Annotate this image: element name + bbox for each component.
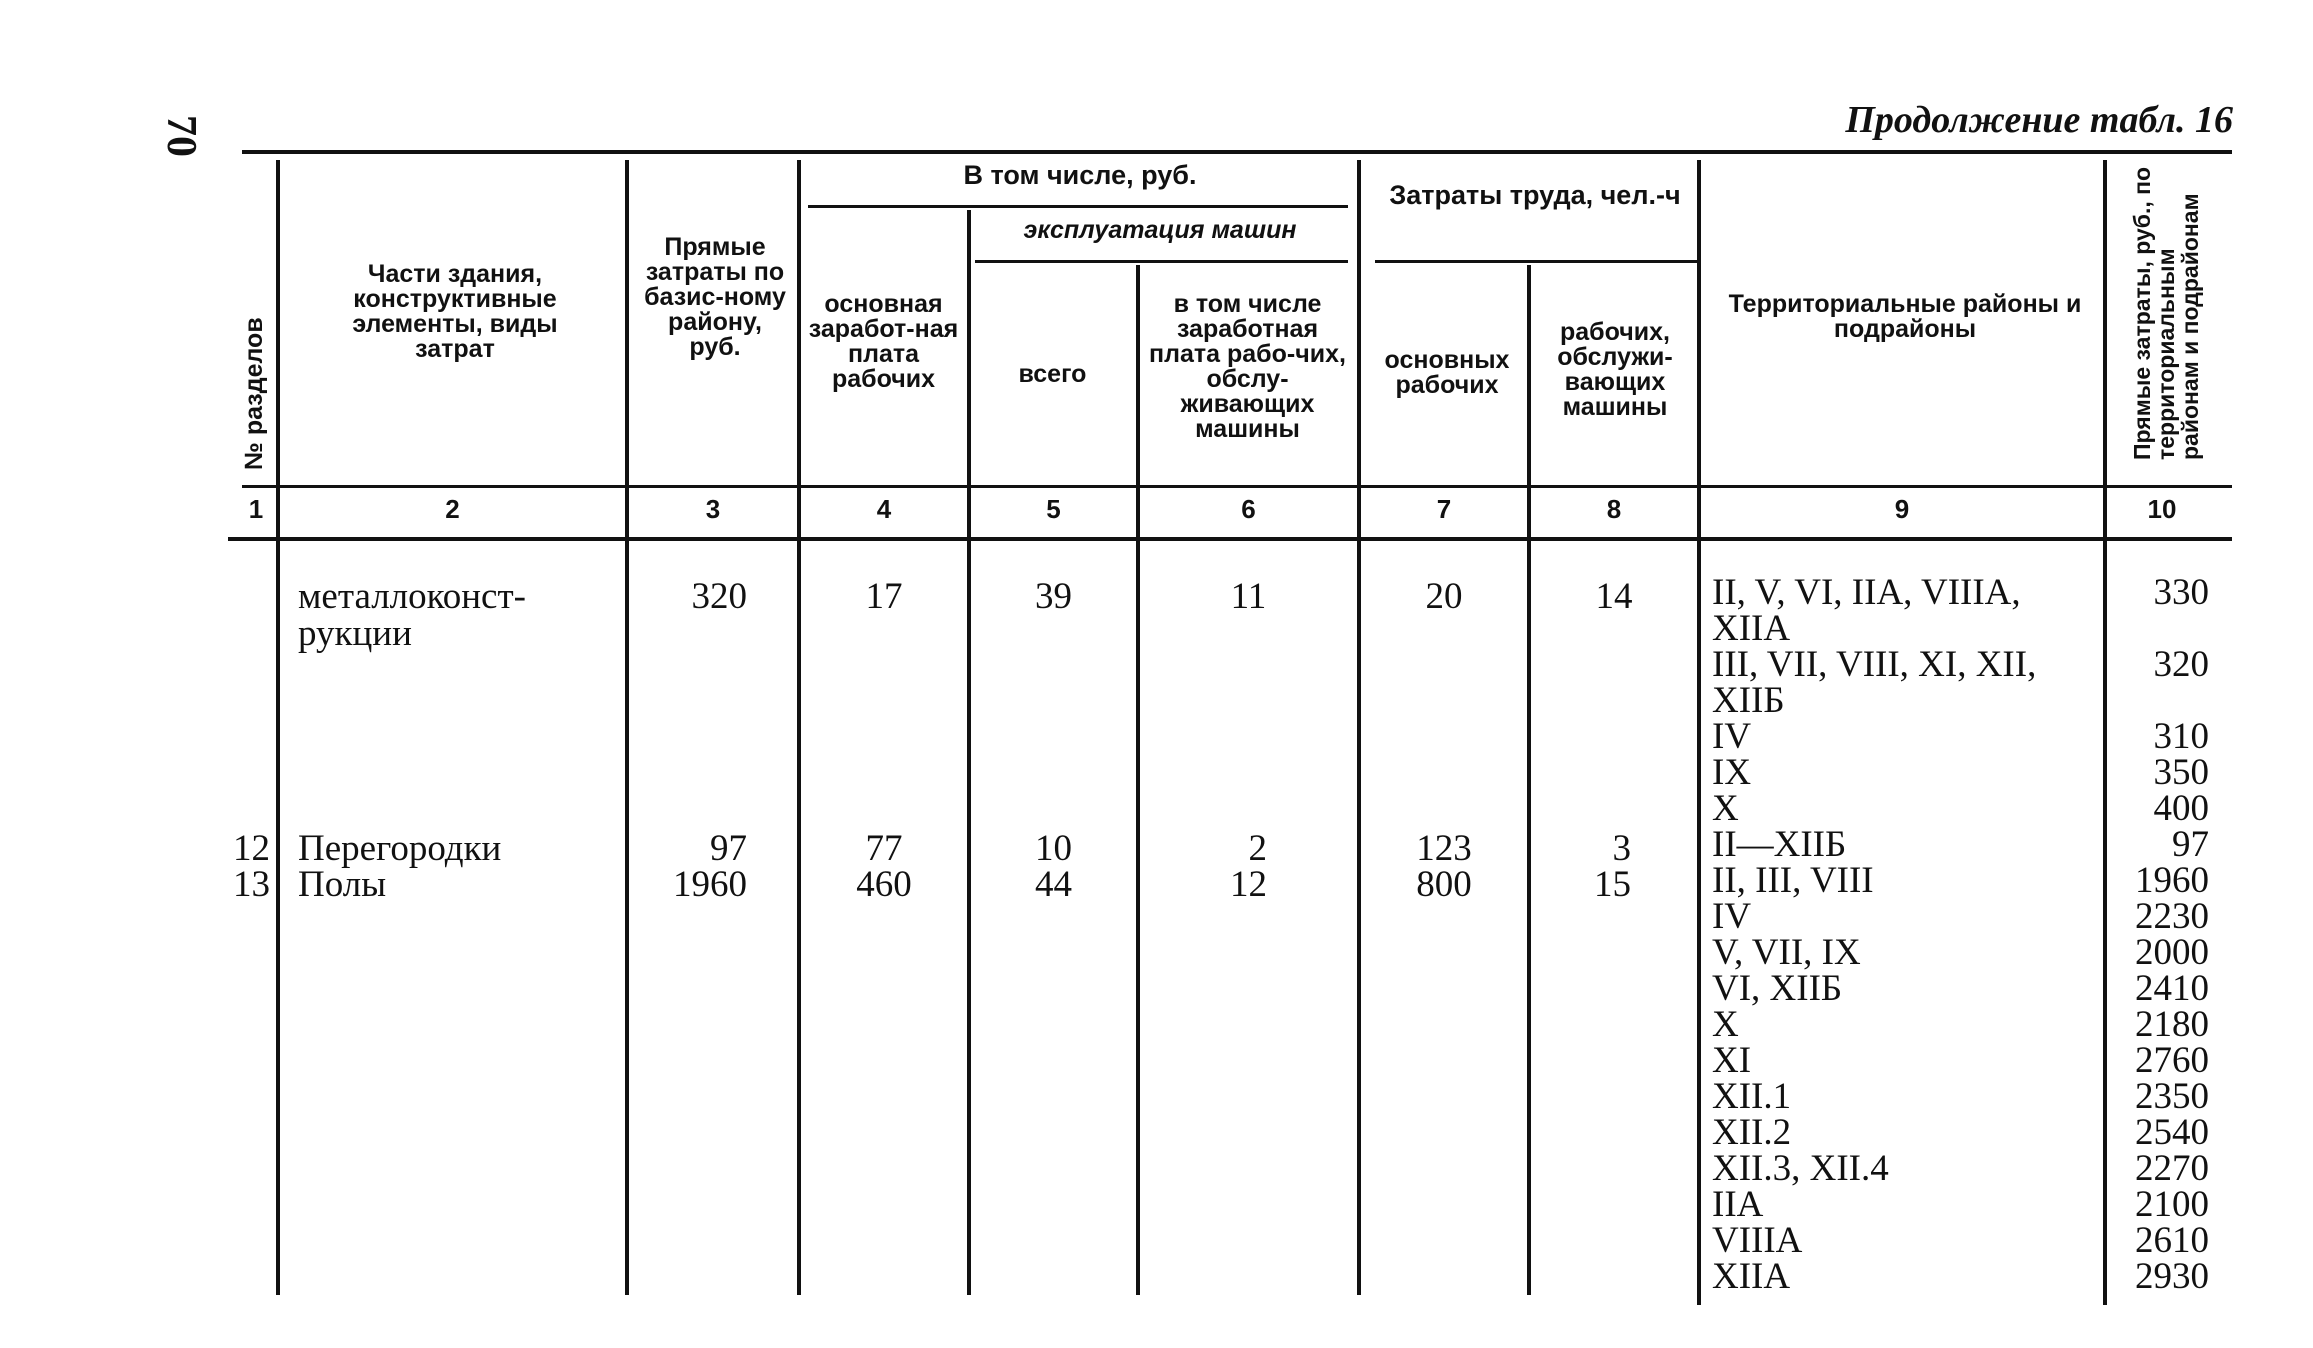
region-name: IV [1712,896,1752,937]
header-base-cost: Прямые затраты по базис-ному району, руб. [644,233,786,361]
region-cost: 2270 [2135,1148,2209,1189]
region-cost: 1960 [2135,860,2209,901]
column-number: 10 [2147,494,2177,524]
region-name: XII.1 [1712,1076,1792,1117]
region-name: IX [1712,752,1752,793]
group-machines-rule [975,260,1348,263]
region-cost: 2180 [2135,1004,2209,1045]
region-cost: 320 [2153,644,2209,685]
region-name: II—XIIБ [1712,824,1847,865]
table-row-name: металлоконст-рукции [298,576,526,654]
header-group-wages: В том числе, руб. [963,160,1197,190]
column-number: 6 [1241,494,1256,524]
column-number: 5 [1046,494,1061,524]
region-name: IV [1712,716,1752,757]
region-name: II, V, VI, IIA, VIIIA, [1712,572,2021,613]
region-cost: 400 [2153,788,2209,829]
region-name: III, VII, VIII, XI, XII, [1712,644,2037,685]
column-number: 2 [445,494,460,524]
column-number: 3 [705,494,721,524]
numbers-bottom-rule [228,537,2232,541]
header-machines-wages: в том числе заработная плата рабо-чих, обслу-живающих машины [1149,290,1346,443]
region-cost: 310 [2153,716,2209,757]
table-cell-labor-mach: 15 [1594,864,1631,905]
header-machines-total: всего [1018,360,1087,388]
region-name: IIA [1712,1184,1764,1225]
group-labor-rule [1375,260,1697,263]
column-number: 4 [876,494,892,524]
table-cell-labor-main: 800 [1416,864,1472,905]
table-cell-labor-main: 20 [1425,576,1463,617]
page-number: 70 [158,115,204,157]
region-cost: 2000 [2135,932,2209,973]
table-cell-base: 97 [710,828,747,869]
table-cell-labor-mach: 14 [1595,576,1633,617]
table-cell-base: 1960 [673,864,747,905]
region-name: X [1712,1004,1739,1045]
table-cell-wages: 77 [865,828,903,869]
table-cell-labor-mach: 3 [1612,828,1631,869]
table-cell-mach-wages: 2 [1248,828,1267,869]
col-divider-5 [1136,265,1140,1295]
header-regions: Территориальные районы и подрайоны [1728,290,2082,343]
top-rule [242,150,2232,154]
region-cost: 2930 [2135,1256,2209,1297]
region-name: X [1712,788,1739,829]
table-cell-mach-total: 44 [1035,864,1072,905]
header-wages: основная заработ-ная плата рабочих [808,290,959,393]
region-name: XIIБ [1712,680,1785,721]
table-cell-mach-wages: 11 [1230,576,1267,617]
region-cost: 350 [2153,752,2209,793]
col-divider-7 [1527,265,1531,1295]
table-cell-mach-total: 39 [1035,576,1072,617]
region-name: XIIA [1712,608,1791,649]
region-cost: 2100 [2135,1184,2209,1225]
header-building-parts: Части здания, конструктивные элементы, виды затрат [352,260,558,363]
header-group-labor: Затраты труда, чел.-ч [1389,180,1681,210]
col-divider-8 [1697,160,1701,1305]
region-cost: 2540 [2135,1112,2209,1153]
col-divider-1 [276,160,280,1295]
region-cost: 97 [2172,824,2209,865]
region-name: XII.2 [1712,1112,1792,1153]
col-divider-2 [625,160,629,1295]
group-wages-rule [808,205,1348,208]
column-number: 8 [1606,494,1622,524]
header-section-number: № разделов [240,317,268,470]
region-cost: 330 [2153,572,2209,613]
region-name: XII.3, XII.4 [1712,1148,1889,1189]
table-cell-section: 13 [233,864,270,905]
region-cost: 2350 [2135,1076,2209,1117]
column-number: 9 [1894,494,1910,524]
region-cost: 2610 [2135,1220,2209,1261]
region-name: XIIA [1712,1256,1791,1297]
header-labor-machines: рабочих, обслужи-вающих машины [1557,318,1673,421]
region-name: VI, XIIБ [1712,968,1843,1009]
table-cell-section: 12 [233,828,270,869]
table-row-name: Перегородки [298,828,502,869]
header-bottom-rule [242,485,2232,488]
region-name: XI [1712,1040,1752,1081]
col-divider-4 [967,210,971,1295]
header-group-machines: эксплуатация машин [1023,216,1297,244]
region-name: V, VII, IX [1712,932,1861,973]
region-name: VIIIA [1712,1220,1803,1261]
table-cell-base: 320 [691,576,747,617]
table-cell-wages: 17 [865,576,903,617]
table-cell-mach-wages: 12 [1230,864,1267,905]
table-caption: Продолжение табл. 16 [1845,99,2233,141]
table-cell-wages: 460 [856,864,912,905]
col-divider-3 [797,160,801,1295]
table-row-name: Полы [298,864,387,905]
header-region-cost: Прямые затраты, руб., по территориальным районам и подрайонам [2129,166,2203,460]
region-cost: 2760 [2135,1040,2209,1081]
header-labor-main: основных рабочих [1384,346,1510,399]
table-cell-mach-total: 10 [1035,828,1072,869]
region-cost: 2410 [2135,968,2209,1009]
table-cell-labor-main: 123 [1416,828,1472,869]
region-cost: 2230 [2135,896,2209,937]
col-divider-6 [1357,160,1361,1295]
column-number: 1 [248,494,264,524]
region-name: II, III, VIII [1712,860,1874,901]
column-number: 7 [1436,494,1452,524]
